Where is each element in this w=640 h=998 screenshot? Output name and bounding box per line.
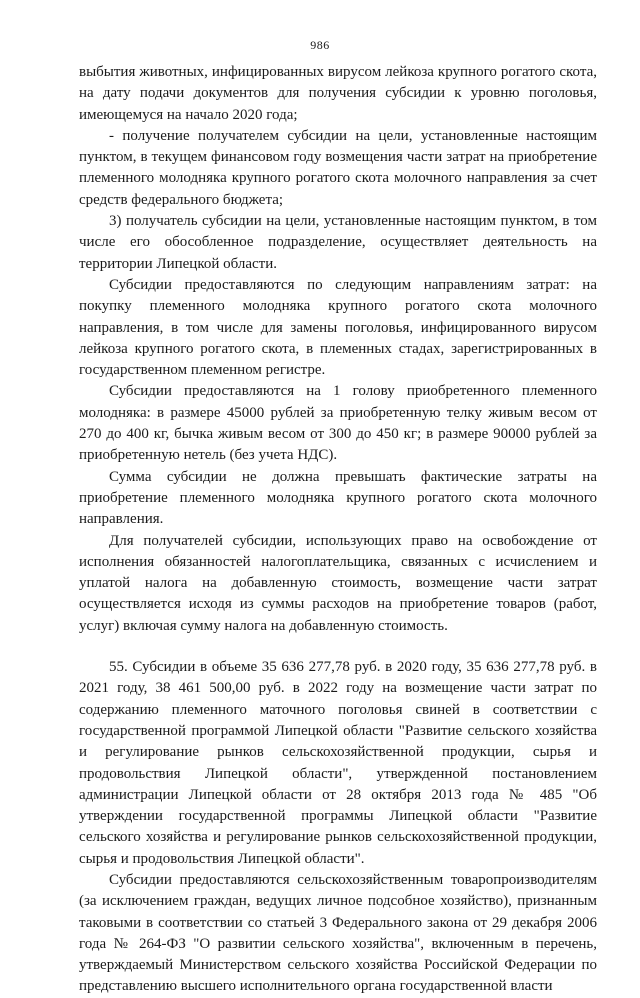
- paragraph-section-55-recipients: Субсидии предоставляются сельскохозяйственным товаропроизводителям (за исключением граждан, ведущих личное подсобное хозяйство), признанным таковыми в соответствии со статьей 3 Федерального закона от 29 декабря 2006 года № 264-ФЗ "О развитии сельского хозяйства", включенным в перечень, утверждаемый Министерством сельского хозяйства Российской Федерации по представлению высшего исполнительного органа государственной власти: [79, 871, 597, 995]
- paragraph-vat-exemption: Для получателей субсидии, использующих право на освобождение от исполнения обязанностей налогоплательщика, связанных с исчислением и уплатой налога на добавленную стоимость, возмещение части затрат осуществляется исходя из суммы расходов на приобретение товаров (работ, услуг) включая сумму налога на добавленную стоимость.: [79, 532, 597, 634]
- document-body: [79, 62, 597, 998]
- paragraph-section-55-intro: 55. Субсидии в объеме 35 636 277,78 руб. в 2020 году, 35 636 277,78 руб. в 2021 году, 38 461 500,00 руб. в 2022 году на возмещение части затрат по содержанию племенного маточного поголовья свиней в соответствии с государственной программой Липецкой области "Развитие сельского хозяйства и регулирование рынков сельскохозяйственной продукции, сырья и продовольствия Липецкой области", утвержденной постановлением администрации Липецкой области от 28 октября 2013 года № 485 "Об утверждении государственной программы Липецкой области "Развитие сельского хозяйства и регулирование рынков сельскохозяйственной продукции, сырья и продовольствия Липецкой области".: [79, 659, 597, 867]
- section-divider: [79, 637, 597, 657]
- paragraph-subsidy-rates: Субсидии предоставляются на 1 голову приобретенного племенного молодняка: в размере 45000 рублей за приобретенную телку живым весом от 270 до 400 кг, бычка живым весом от 300 до 450 кг; в размере 90000 рублей за приобретенную нетель (без учета НДС).: [79, 383, 597, 464]
- paragraph-livestock-retirement: выбытия животных, инфицированных вирусом лейкоза крупного рогатого скота, на дату подачи документов для получения субсидии к уровню поголовья, имеющемуся на начало 2020 года;: [79, 64, 597, 123]
- paragraph-recipient-territory: 3) получатель субсидии на цели, установленные настоящим пунктом, в том числе его обособленное подразделение, осуществляет деятельность на территории Липецкой области.: [79, 213, 597, 272]
- paragraph-cost-directions: Субсидии предоставляются по следующим направлениям затрат: на покупку племенного молодняка крупного рогатого скота молочного направления, в том числе для замены поголовья, инфицированного вирусом лейкоза крупного рогатого скота, в племенных стадах, зарегистрированных в государственном племенном регистре.: [79, 276, 597, 379]
- page-number: 986: [310, 38, 330, 52]
- paragraph-subsidy-limit: Сумма субсидии не должна превышать фактические затраты на приобретение племенного молодняка крупного рогатого скота молочного направления.: [79, 468, 597, 528]
- paragraph-federal-reimbursement: - получение получателем субсидии на цели, установленные настоящим пунктом, в текущем финансовом году возмещения части затрат на приобретение племенного молодняка крупного рогатого скота молочного направления за счет средств федерального бюджета;: [79, 127, 597, 208]
